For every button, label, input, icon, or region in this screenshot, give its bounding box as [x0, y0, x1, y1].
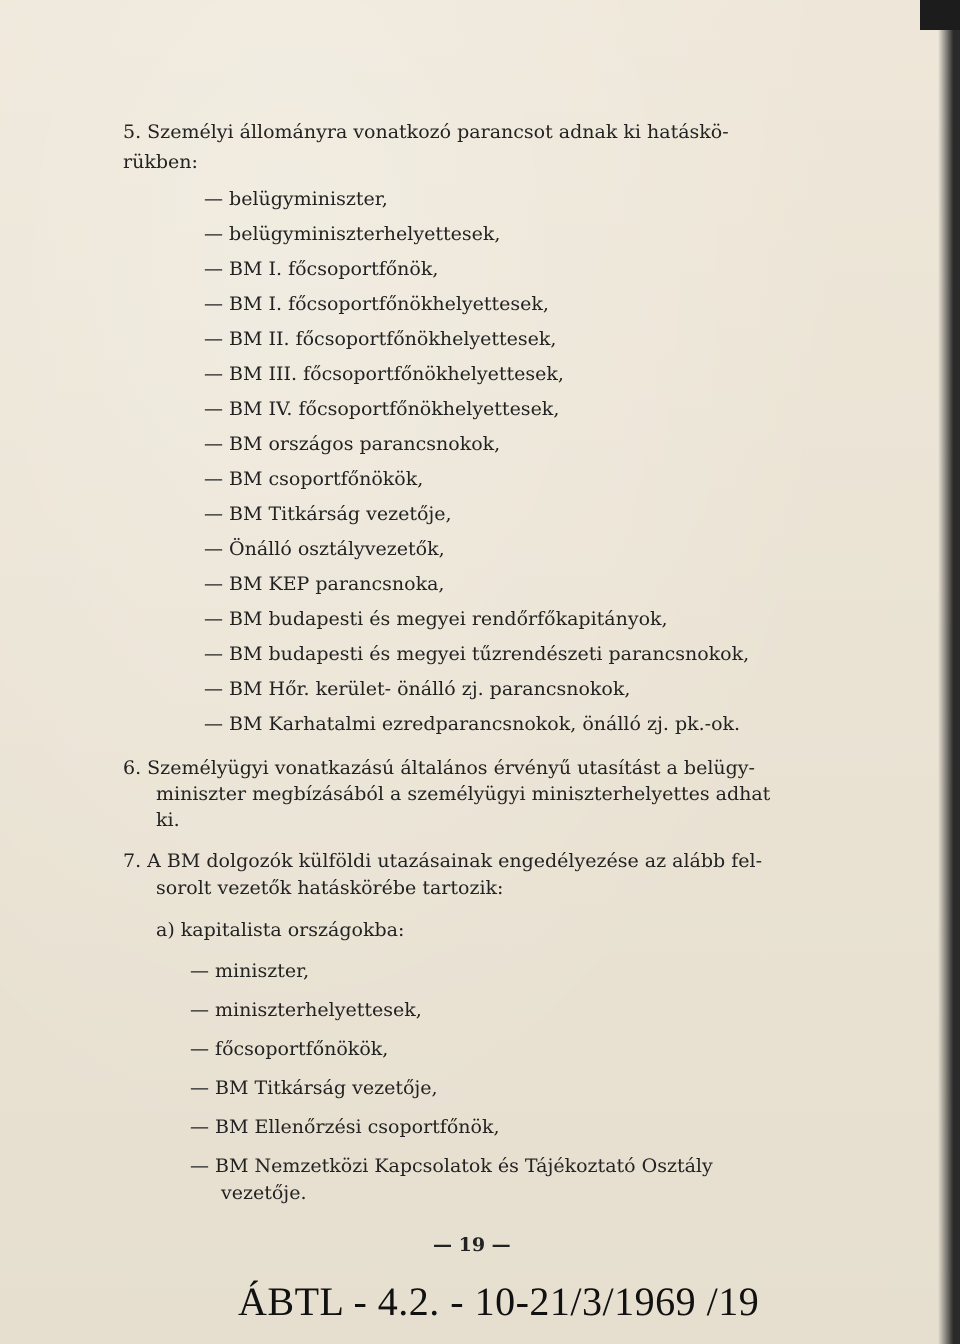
- list-item: — belügyminiszterhelyettesek,: [204, 223, 501, 245]
- scan-edge: [938, 0, 960, 1344]
- list-item: — BM I. főcsoportfőnök,: [204, 258, 439, 280]
- list-item: — BM budapesti és megyei rendőrfőkapitányok,: [204, 608, 668, 630]
- archive-reference: ÁBTL - 4.2. - 10-21/3/1969 /19: [238, 1279, 760, 1324]
- list-item: — BM Hőr. kerület- önálló zj. parancsnokok,: [204, 678, 631, 700]
- list-item: — BM Titkárság vezetője,: [204, 503, 452, 525]
- list-item: — miniszterhelyettesek,: [190, 999, 422, 1021]
- list-item: — BM Karhatalmi ezredparancsnokok, önálló zj. pk.-ok.: [204, 713, 741, 735]
- list-item: — miniszter,: [190, 960, 310, 982]
- list-item-continuation: vezetője.: [221, 1182, 307, 1204]
- section7-line1: 7. A BM dolgozók külföldi utazásainak engedélyezése az alább fel-: [123, 850, 763, 872]
- list-item: — BM országos parancsnokok,: [204, 433, 501, 455]
- list-item: — BM Titkárság vezetője,: [190, 1077, 438, 1099]
- section5-line1: 5. Személyi állományra vonatkozó parancsot adnak ki hatáskö-: [123, 121, 729, 143]
- list-item: — BM I. főcsoportfőnökhelyettesek,: [204, 293, 549, 315]
- list-item: — BM budapesti és megyei tűzrendészeti parancsnokok,: [204, 643, 750, 665]
- section6-line3: ki.: [156, 809, 180, 831]
- list-item: — főcsoportfőnökök,: [190, 1038, 389, 1060]
- list-item: — belügyminiszter,: [204, 188, 388, 210]
- section6-line2: miniszter megbízásából a személyügyi miniszterhelyettes adhat: [156, 783, 771, 805]
- list-item: — BM Nemzetközi Kapcsolatok és Tájékoztató Osztály: [190, 1155, 713, 1177]
- section7-sub-a: a) kapitalista országokba:: [156, 919, 405, 941]
- list-item: — BM II. főcsoportfőnökhelyettesek,: [204, 328, 557, 350]
- section7-line2: sorolt vezetők hatáskörébe tartozik:: [156, 877, 504, 899]
- section5-line2: rükben:: [123, 151, 198, 173]
- list-item: — BM IV. főcsoportfőnökhelyettesek,: [204, 398, 560, 420]
- list-item: — BM csoportfőnökök,: [204, 468, 424, 490]
- list-item: — BM KEP parancsnoka,: [204, 573, 445, 595]
- section6-line1: 6. Személyügyi vonatkazású általános érvényű utasítást a belügy-: [123, 757, 755, 779]
- page-number: — 19 —: [433, 1234, 511, 1256]
- list-item: — BM III. főcsoportfőnökhelyettesek,: [204, 363, 564, 385]
- scan-corner: [920, 0, 960, 30]
- list-item: — BM Ellenőrzési csoportfőnök,: [190, 1116, 500, 1138]
- list-item: — Önálló osztályvezetők,: [204, 538, 445, 560]
